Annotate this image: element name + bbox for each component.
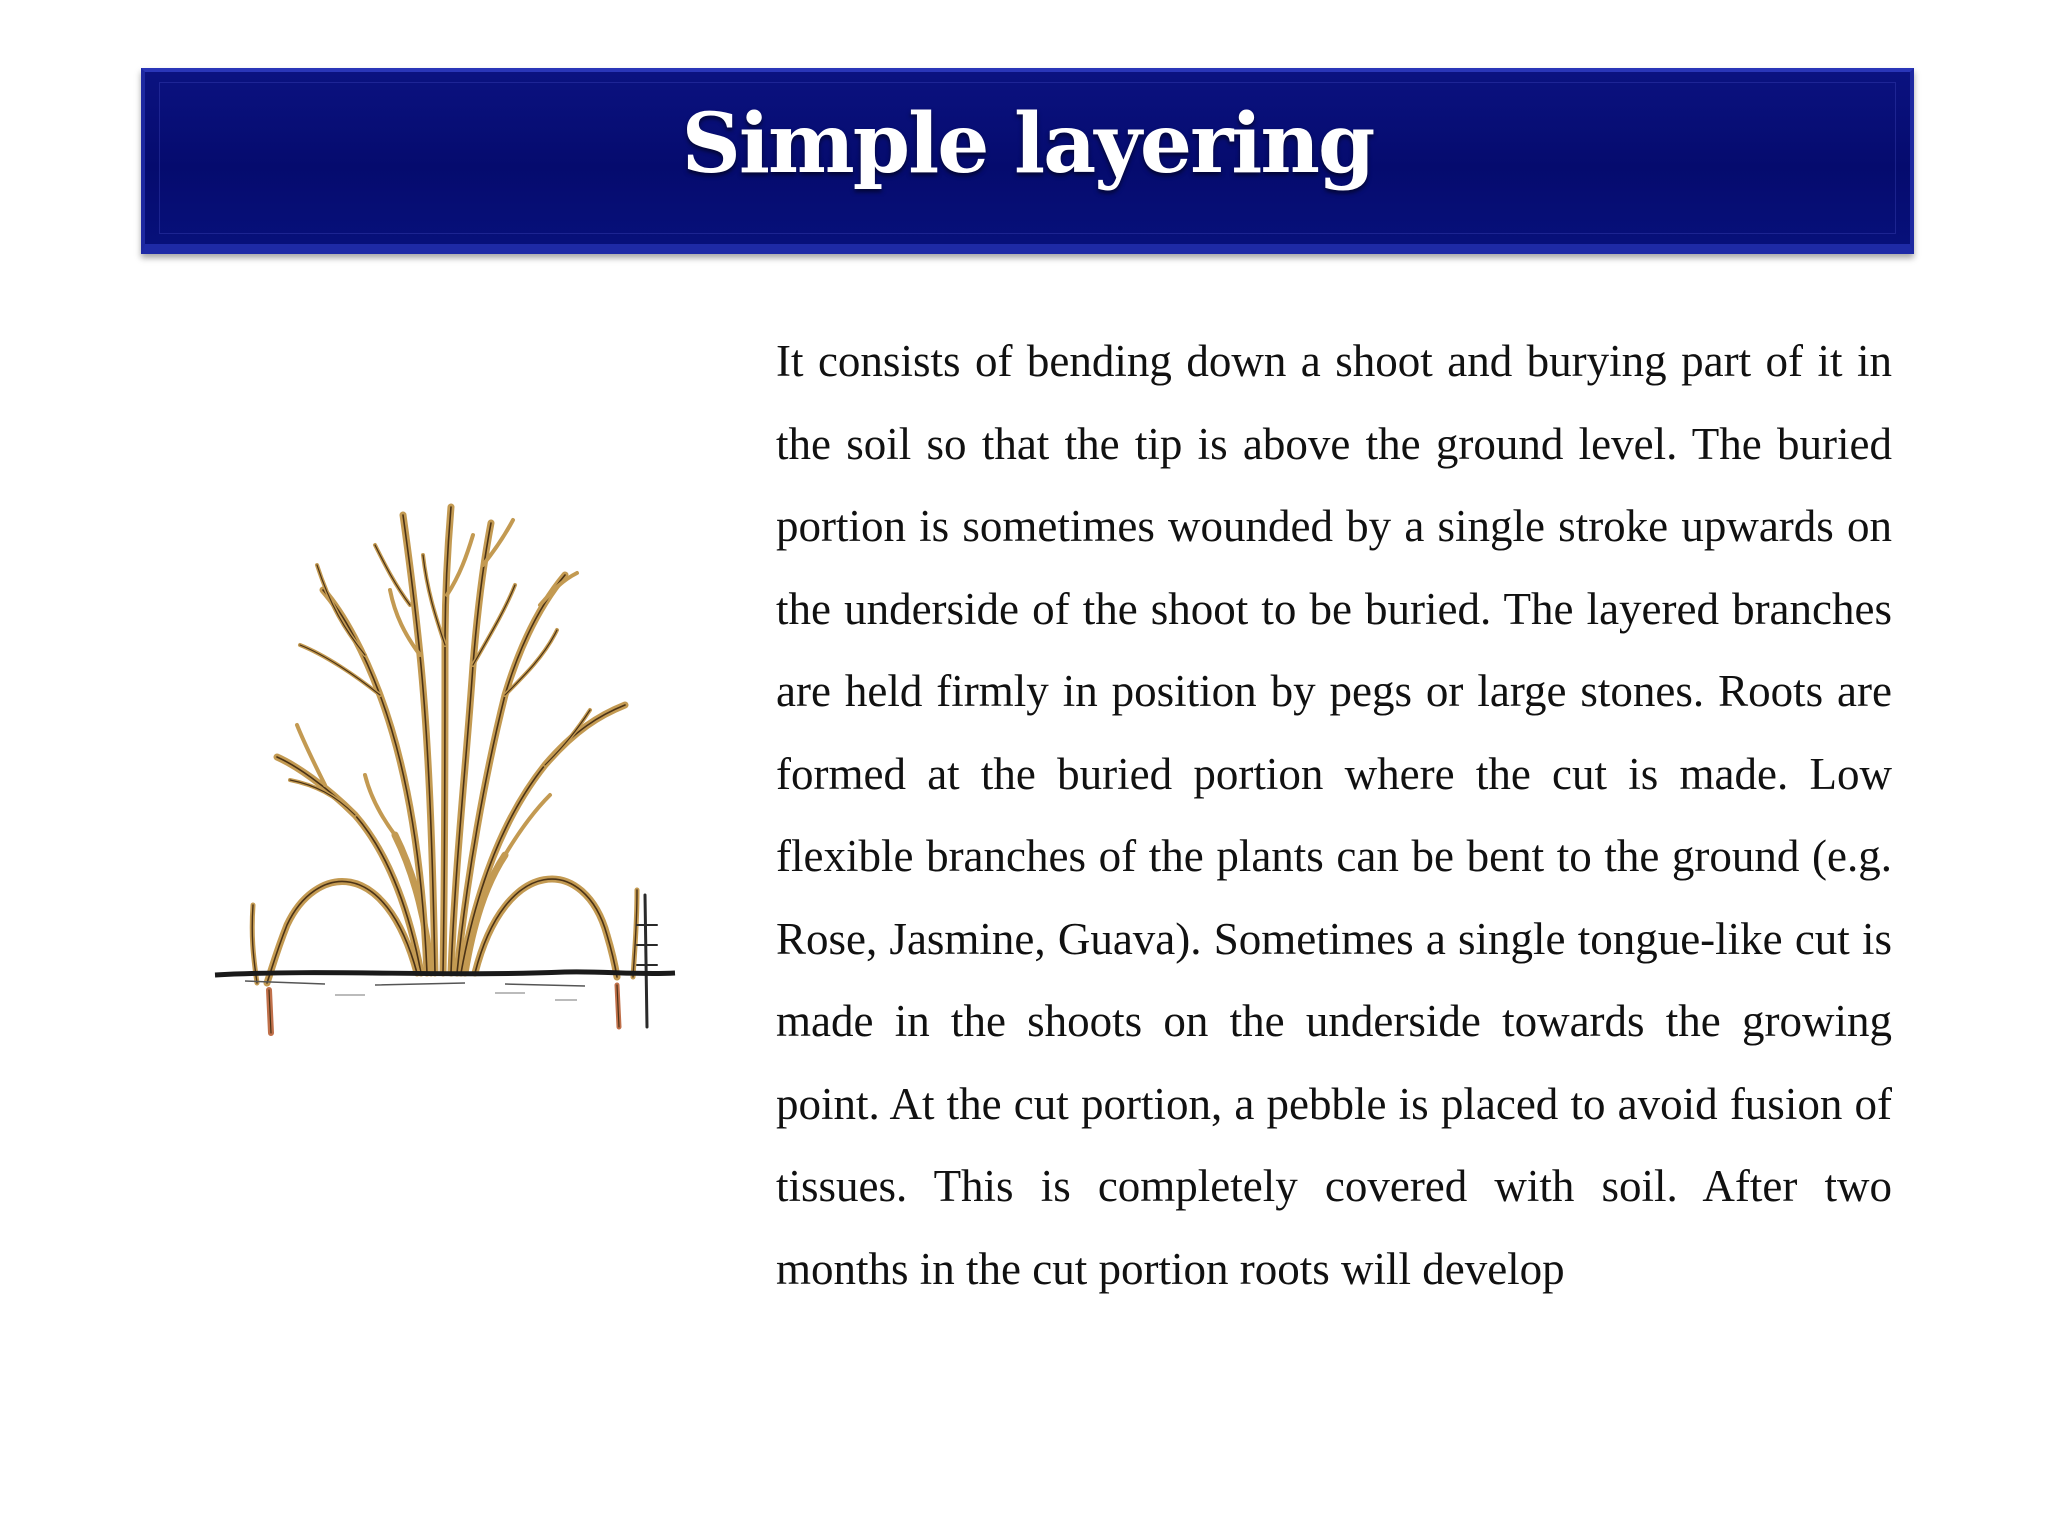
slide-title: Simple layering	[681, 96, 1374, 192]
title-banner	[141, 68, 1914, 254]
body-paragraph: It consists of bending down a shoot and burying part of it in the soil so that the tip is above the ground level. The buried portion is sometimes wounded by a single stroke upwards on the underside of the shoot to be buried. The layered branches are held firmly in position by pegs or large stones. Roots are formed at the buried portion where the cut is made. Low flexible branches of the plants can be bent to the ground (e.g. Rose, Jasmine, Guava). Sometimes a single tongue-like cut is made in the shoots on the underside towards the growing point. At the cut portion, a pebble is placed to avoid fusion of tissues. This is completely covered with soil. After two months in the cut portion roots will develop	[776, 336, 1892, 1294]
shrub-with-layered-branches-icon	[205, 495, 700, 1045]
